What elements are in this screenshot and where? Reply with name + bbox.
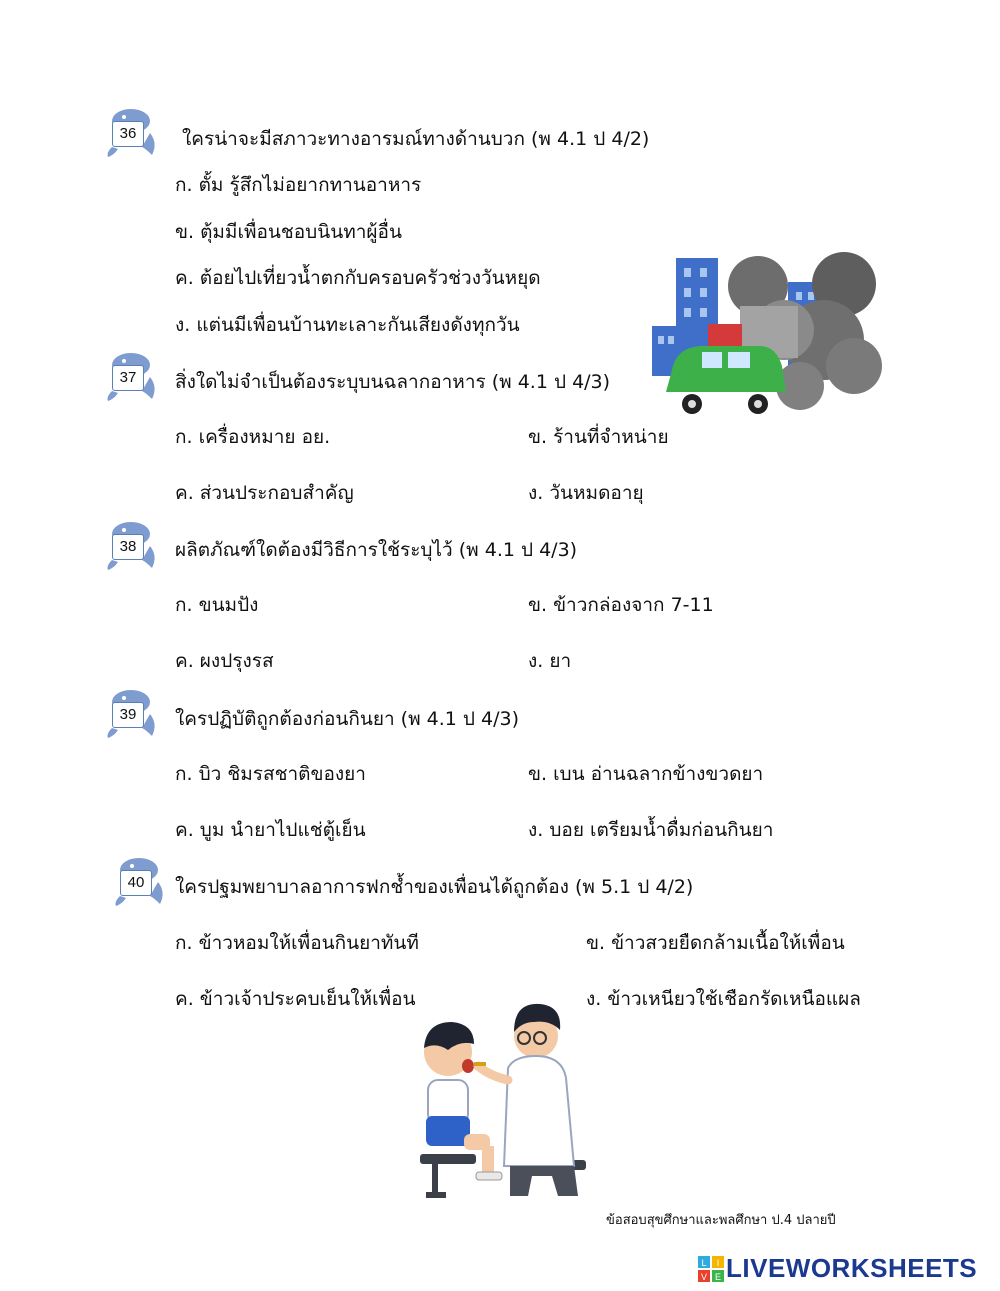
option-d[interactable]: ง. แต่นมีเพื่อนบ้านทะเลาะกันเสียงดังทุกวัน bbox=[175, 314, 520, 336]
question-number: 40 bbox=[120, 870, 152, 896]
question-number-badge bbox=[104, 103, 160, 159]
option-a[interactable]: ก. ขนมปัง bbox=[175, 594, 259, 616]
question-number: 37 bbox=[112, 365, 144, 391]
question-number-badge bbox=[104, 347, 160, 403]
option-d[interactable]: ง. ยา bbox=[528, 650, 572, 672]
svg-text:I: I bbox=[716, 1258, 720, 1268]
option-d[interactable]: ง. ข้าวเหนียวใช้เชือกรัดเหนือแผล bbox=[586, 988, 861, 1010]
option-c[interactable]: ค. ต้อยไปเที่ยวน้ำตกกับครอบครัวช่วงวันหยุด bbox=[175, 267, 541, 289]
liveworksheets-logo-icon bbox=[698, 1256, 724, 1282]
question-number: 36 bbox=[112, 121, 144, 147]
question-number: 38 bbox=[112, 534, 144, 560]
question-number-badge bbox=[104, 684, 160, 740]
question-number-badge bbox=[104, 516, 160, 572]
doctor-patient-illustration bbox=[412, 996, 592, 1202]
option-b[interactable]: ข. ข้าวกล่องจาก 7-11 bbox=[528, 594, 714, 616]
city-pollution-illustration bbox=[648, 248, 884, 416]
svg-text:L: L bbox=[701, 1258, 707, 1268]
option-a[interactable]: ก. ตั้ม รู้สึกไม่อยากทานอาหาร bbox=[175, 174, 422, 196]
option-d[interactable]: ง. บอย เตรียมน้ำดื่มก่อนกินยา bbox=[528, 819, 774, 841]
question-text: สิ่งใดไม่จำเป็นต้องระบุบนฉลากอาหาร (พ 4.1 ป 4/3) bbox=[175, 371, 611, 393]
option-b[interactable]: ข. เบน อ่านฉลากข้างขวดยา bbox=[528, 763, 764, 785]
question-text: ผลิตภัณฑ์ใดต้องมีวิธีการใช้ระบุไว้ (พ 4.1 ป 4/3) bbox=[175, 539, 578, 561]
footer-caption: ข้อสอบสุขศึกษาและพลศึกษา ป.4 ปลายปี bbox=[606, 1213, 836, 1228]
svg-text:V: V bbox=[700, 1272, 708, 1282]
option-c[interactable]: ค. บูม นำยาไปแช่ตู้เย็น bbox=[175, 819, 366, 841]
option-a[interactable]: ก. เครื่องหมาย อย. bbox=[175, 426, 331, 448]
option-b[interactable]: ข. ข้าวสวยยืดกล้ามเนื้อให้เพื่อน bbox=[586, 932, 845, 954]
option-a[interactable]: ก. ข้าวหอมให้เพื่อนกินยาทันที bbox=[175, 932, 419, 954]
option-b[interactable]: ข. ร้านที่จำหน่าย bbox=[528, 426, 669, 448]
svg-text:E: E bbox=[714, 1272, 722, 1282]
question-number-badge bbox=[112, 852, 168, 908]
option-c[interactable]: ค. ส่วนประกอบสำคัญ bbox=[175, 482, 354, 504]
question-number: 39 bbox=[112, 702, 144, 728]
question-text: ใครปฐมพยาบาลอาการฟกช้ำของเพื่อนได้ถูกต้อง (พ 5.1 ป 4/2) bbox=[175, 876, 694, 898]
option-c[interactable]: ค. ผงปรุงรส bbox=[175, 650, 274, 672]
question-text: ใครปฏิบัติถูกต้องก่อนกินยา (พ 4.1 ป 4/3) bbox=[175, 708, 520, 730]
option-c[interactable]: ค. ข้าวเจ้าประคบเย็นให้เพื่อน bbox=[175, 988, 416, 1010]
brand-name[interactable]: LIVEWORKSHEETS bbox=[726, 1253, 978, 1283]
option-d[interactable]: ง. วันหมดอายุ bbox=[528, 482, 644, 504]
question-text: ใครน่าจะมีสภาวะทางอารมณ์ทางด้านบวก (พ 4.1 ป 4/2) bbox=[182, 128, 650, 150]
option-a[interactable]: ก. บิว ชิมรสชาติของยา bbox=[175, 763, 366, 785]
option-b[interactable]: ข. ตุ้มมีเพื่อนชอบนินทาผู้อื่น bbox=[175, 221, 402, 243]
